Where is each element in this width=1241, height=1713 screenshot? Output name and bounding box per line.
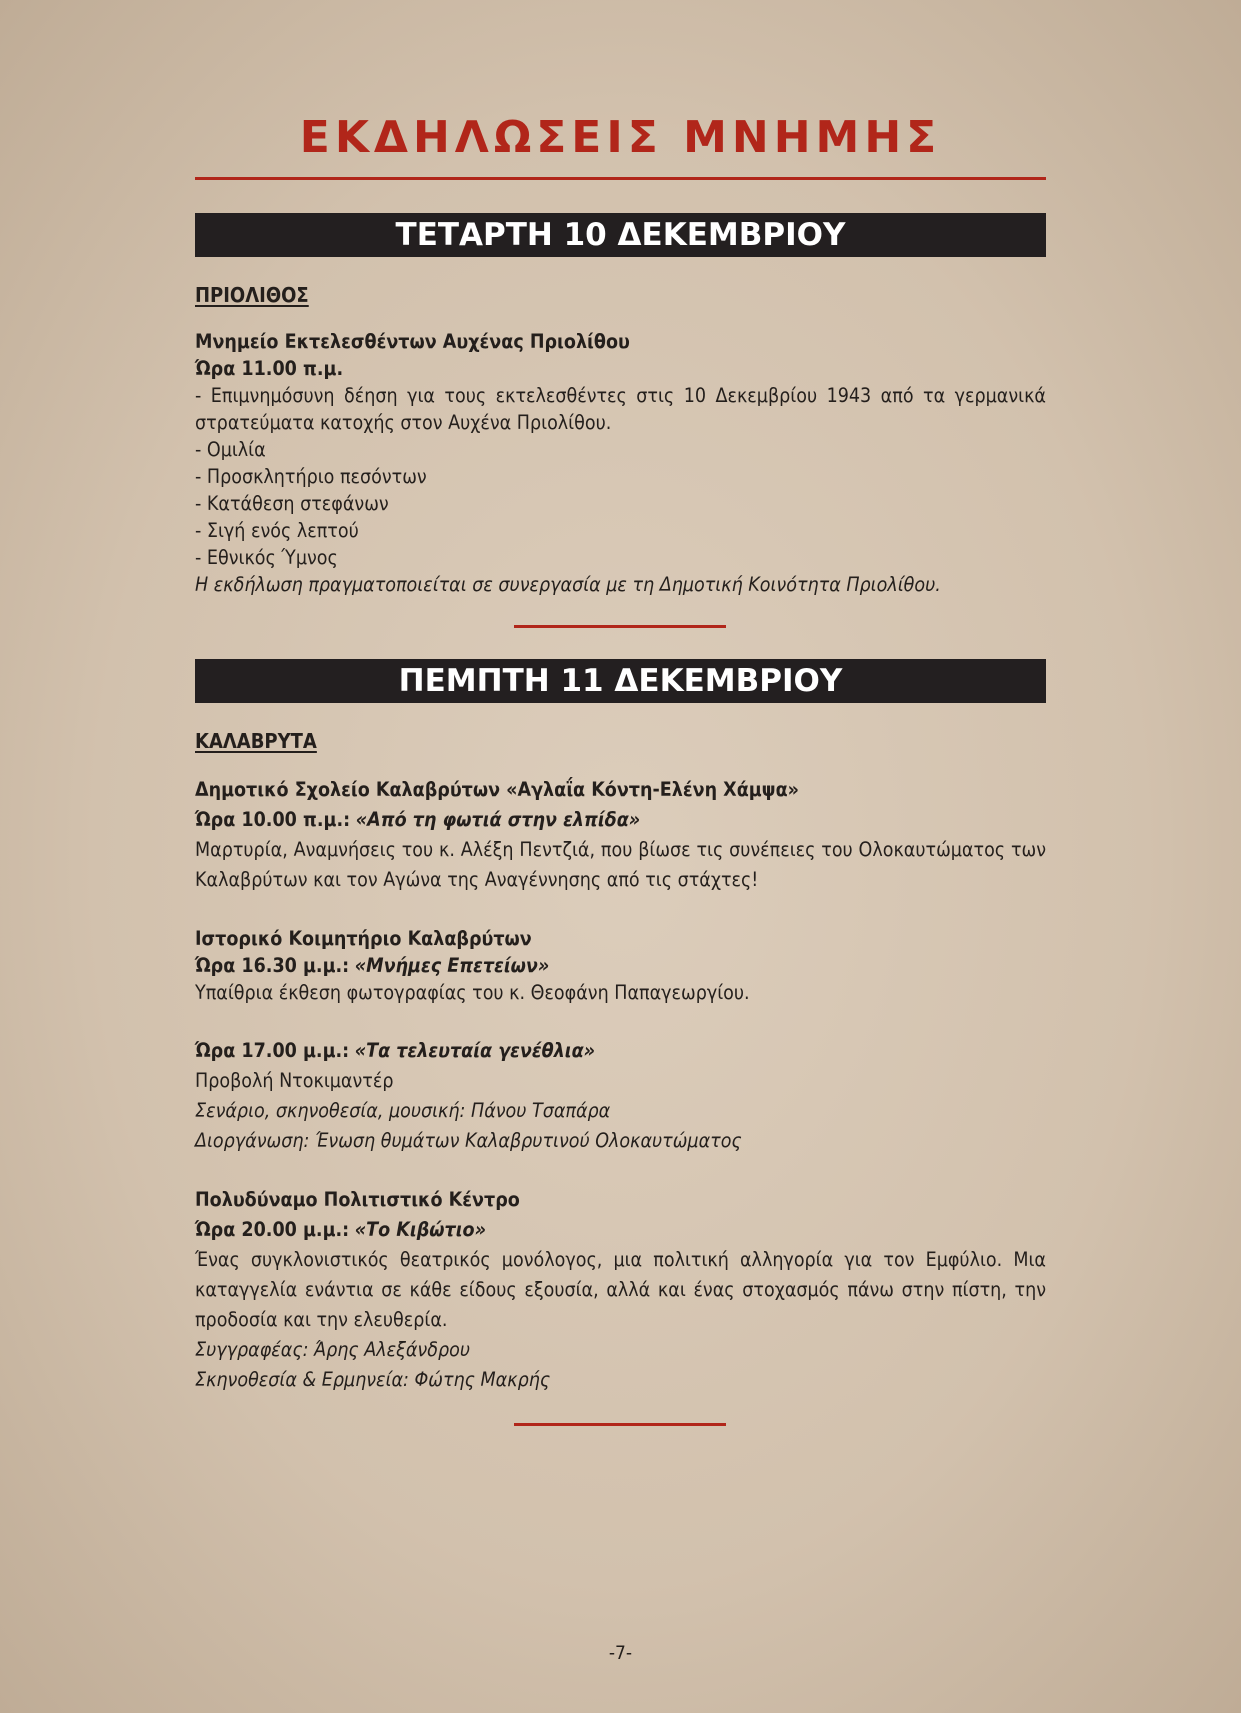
event-title: «Μνήμες Επετείων»	[354, 954, 550, 977]
program-item: - Ομιλία	[195, 438, 266, 461]
event-description: Υπαίθρια έκθεση φωτογραφίας του κ. Θεοφάνη Παπαγεωργίου.	[195, 981, 750, 1004]
event-cemetery-exhibition	[195, 925, 1046, 1006]
event-title: «Από τη φωτιά στην ελπίδα»	[355, 808, 641, 831]
event-venue: Πολυδύναμο Πολιτιστικό Κέντρο	[195, 1188, 520, 1211]
page-number: -7-	[608, 1642, 633, 1664]
event-credit: Σενάριο, σκηνοθεσία, μουσική: Πάνου Τσαπάρα	[195, 1099, 611, 1122]
event-documentary	[195, 1036, 1046, 1156]
program-item: - Σιγή ενός λεπτού	[195, 519, 359, 542]
program-item: - Προσκλητήριο πεσόντων	[195, 465, 427, 488]
event-note: Η εκδήλωση πραγματοποιείται σε συνεργασία με τη Δημοτική Κοινότητα Πριολίθου.	[195, 573, 941, 596]
program-item: - Κατάθεση στεφάνων	[195, 492, 389, 515]
event-venue: Μνημείο Εκτελεσθέντων Αυχένας Πριολίθου	[195, 330, 630, 353]
program-item: - Εθνικός Ύμνος	[195, 546, 338, 569]
title-divider	[195, 177, 1046, 180]
day-header-wednesday: ΤΕΤΑΡΤΗ 10 ΔΕΚΕΜΒΡΙΟΥ	[195, 213, 1046, 257]
event-credit: Διοργάνωση: Ένωση θυμάτων Καλαβρυτινού Ολοκαυτώματος	[195, 1129, 742, 1152]
event-time: Ώρα 11.00 π.μ.	[195, 357, 344, 380]
event-school-testimony	[195, 775, 1046, 895]
section-divider	[514, 1423, 726, 1426]
event-description: Προβολή Ντοκιμαντέρ	[195, 1069, 394, 1092]
section-divider	[514, 625, 726, 628]
event-venue: Ιστορικό Κοιμητήριο Καλαβρύτων	[195, 927, 532, 950]
event-theatre-monologue	[195, 1185, 1046, 1395]
event-description: Μαρτυρία, Αναμνήσεις του κ. Αλέξη Πεντζιά, που βίωσε τις συνέπειες του Ολοκαυτώματος των Καλαβρύτων και τον Αγώνα της Αναγέννησης από τις στάχτες!	[195, 838, 1046, 891]
event-description: Ένας συγκλονιστικός θεατρικός μονόλογος, μια πολιτική αλληγορία για τον Εμφύλιο. Μια καταγγελία ενάντια σε κάθε είδους εξουσία, αλλά και ένας στοχασμός πάνω στην πίστη, την προδοσία και την ελευθερία.	[195, 1248, 1046, 1331]
event-credit: Συγγραφέας: Άρης Αλεξάνδρου	[195, 1338, 470, 1361]
event-time: Ώρα 17.00 μ.μ.:	[195, 1039, 350, 1062]
event-title: «Το Κιβώτιο»	[354, 1218, 487, 1241]
event-venue: Δημοτικό Σχολείο Καλαβρύτων «Αγλαΐα Κόντη-Ελένη Χάμψα»	[195, 778, 799, 801]
event-priolithos-memorial	[195, 328, 1046, 598]
event-time: Ώρα 10.00 π.μ.:	[195, 808, 351, 831]
event-description: - Επιμνημόσυνη δέηση για τους εκτελεσθέντες στις 10 Δεκεμβρίου 1943 από τα γερμανικά στρατεύματα κατοχής στον Αυχένα Πριολίθου.	[195, 384, 1046, 434]
page-title: ΕΚΔΗΛΩΣΕΙΣ ΜΝΗΜΗΣ	[299, 112, 942, 163]
day-header-thursday: ΠΕΜΠΤΗ 11 ΔΕΚΕΜΒΡΙΟΥ	[195, 659, 1046, 703]
event-time: Ώρα 20.00 μ.μ.:	[195, 1218, 350, 1241]
event-time: Ώρα 16.30 μ.μ.:	[195, 954, 350, 977]
event-credit: Σκηνοθεσία & Ερμηνεία: Φώτης Μακρής	[195, 1368, 551, 1391]
place-heading-kalavryta: ΚΑΛΑΒΡΥΤΑ	[195, 729, 317, 753]
place-heading-priolithos: ΠΡΙΟΛΙΘΟΣ	[195, 283, 309, 307]
event-title: «Τα τελευταία γενέθλια»	[354, 1039, 596, 1062]
